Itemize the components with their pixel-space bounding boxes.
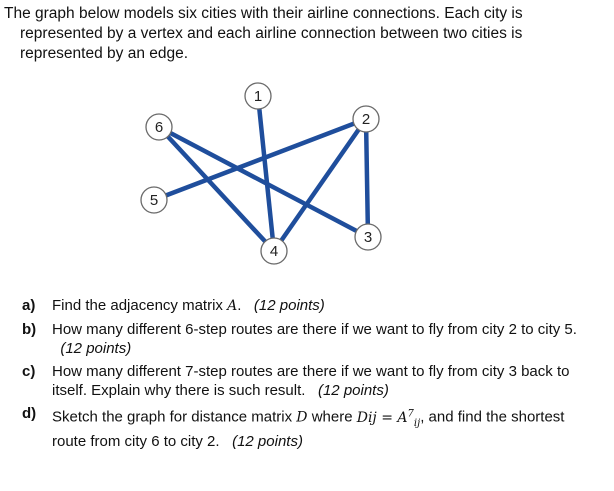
part-a: [22, 296, 602, 316]
part-a-points: (12 points): [253, 297, 325, 314]
edge-1-4: [258, 96, 274, 251]
part-d-text1: Sketch the graph for distance matrix: [52, 408, 293, 426]
vertex-label-5: 5: [149, 192, 159, 209]
part-b-points: (12 points): [60, 340, 132, 357]
matrix-d-symbol: D: [296, 409, 308, 426]
vertex-label-3: 3: [363, 229, 373, 246]
part-c-points: (12 points): [317, 382, 389, 399]
part-b-tag: b): [22, 321, 37, 338]
part-d: [22, 404, 602, 451]
formula-power: 7: [407, 408, 414, 419]
part-b-text: How many different 6-step routes are there if we want to fly from city 2 to city 5.: [52, 321, 577, 338]
question-parts: [22, 296, 602, 455]
intro-text: The graph below models six cities with their airline connections. Each city is represented by a vertex and each airline connection between two cities is represented by an edge.: [4, 5, 523, 62]
part-a-text: Find the adjacency matrix: [52, 297, 223, 314]
part-a-period: .: [237, 297, 242, 314]
part-c: [22, 362, 602, 400]
matrix-a-symbol: A: [227, 298, 238, 314]
part-c-text: How many different 7-step routes are there if we want to fly from city 3 back to itself. Explain why there is such result.: [52, 363, 570, 399]
distance-formula: [356, 408, 421, 429]
part-d-where: where: [311, 408, 353, 426]
part-a-tag: a): [22, 297, 36, 314]
formula-index: ij: [413, 417, 421, 429]
vertex-label-6: 6: [154, 119, 164, 136]
edge-2-3: [366, 119, 368, 237]
graph-edges: [154, 96, 371, 251]
vertex-label-4: 4: [269, 243, 279, 260]
edge-6-4: [159, 127, 274, 251]
formula-base: Dij = A: [356, 409, 408, 426]
part-b: [22, 320, 602, 358]
vertex-label-1: 1: [253, 88, 263, 105]
part-d-text3: , and find the shortest route from city 6 to city 2.: [52, 408, 565, 451]
part-d-points: (12 points): [232, 433, 303, 451]
vertex-label-2: 2: [361, 111, 371, 128]
part-d-tag: d): [22, 405, 37, 422]
part-c-tag: c): [22, 363, 36, 380]
